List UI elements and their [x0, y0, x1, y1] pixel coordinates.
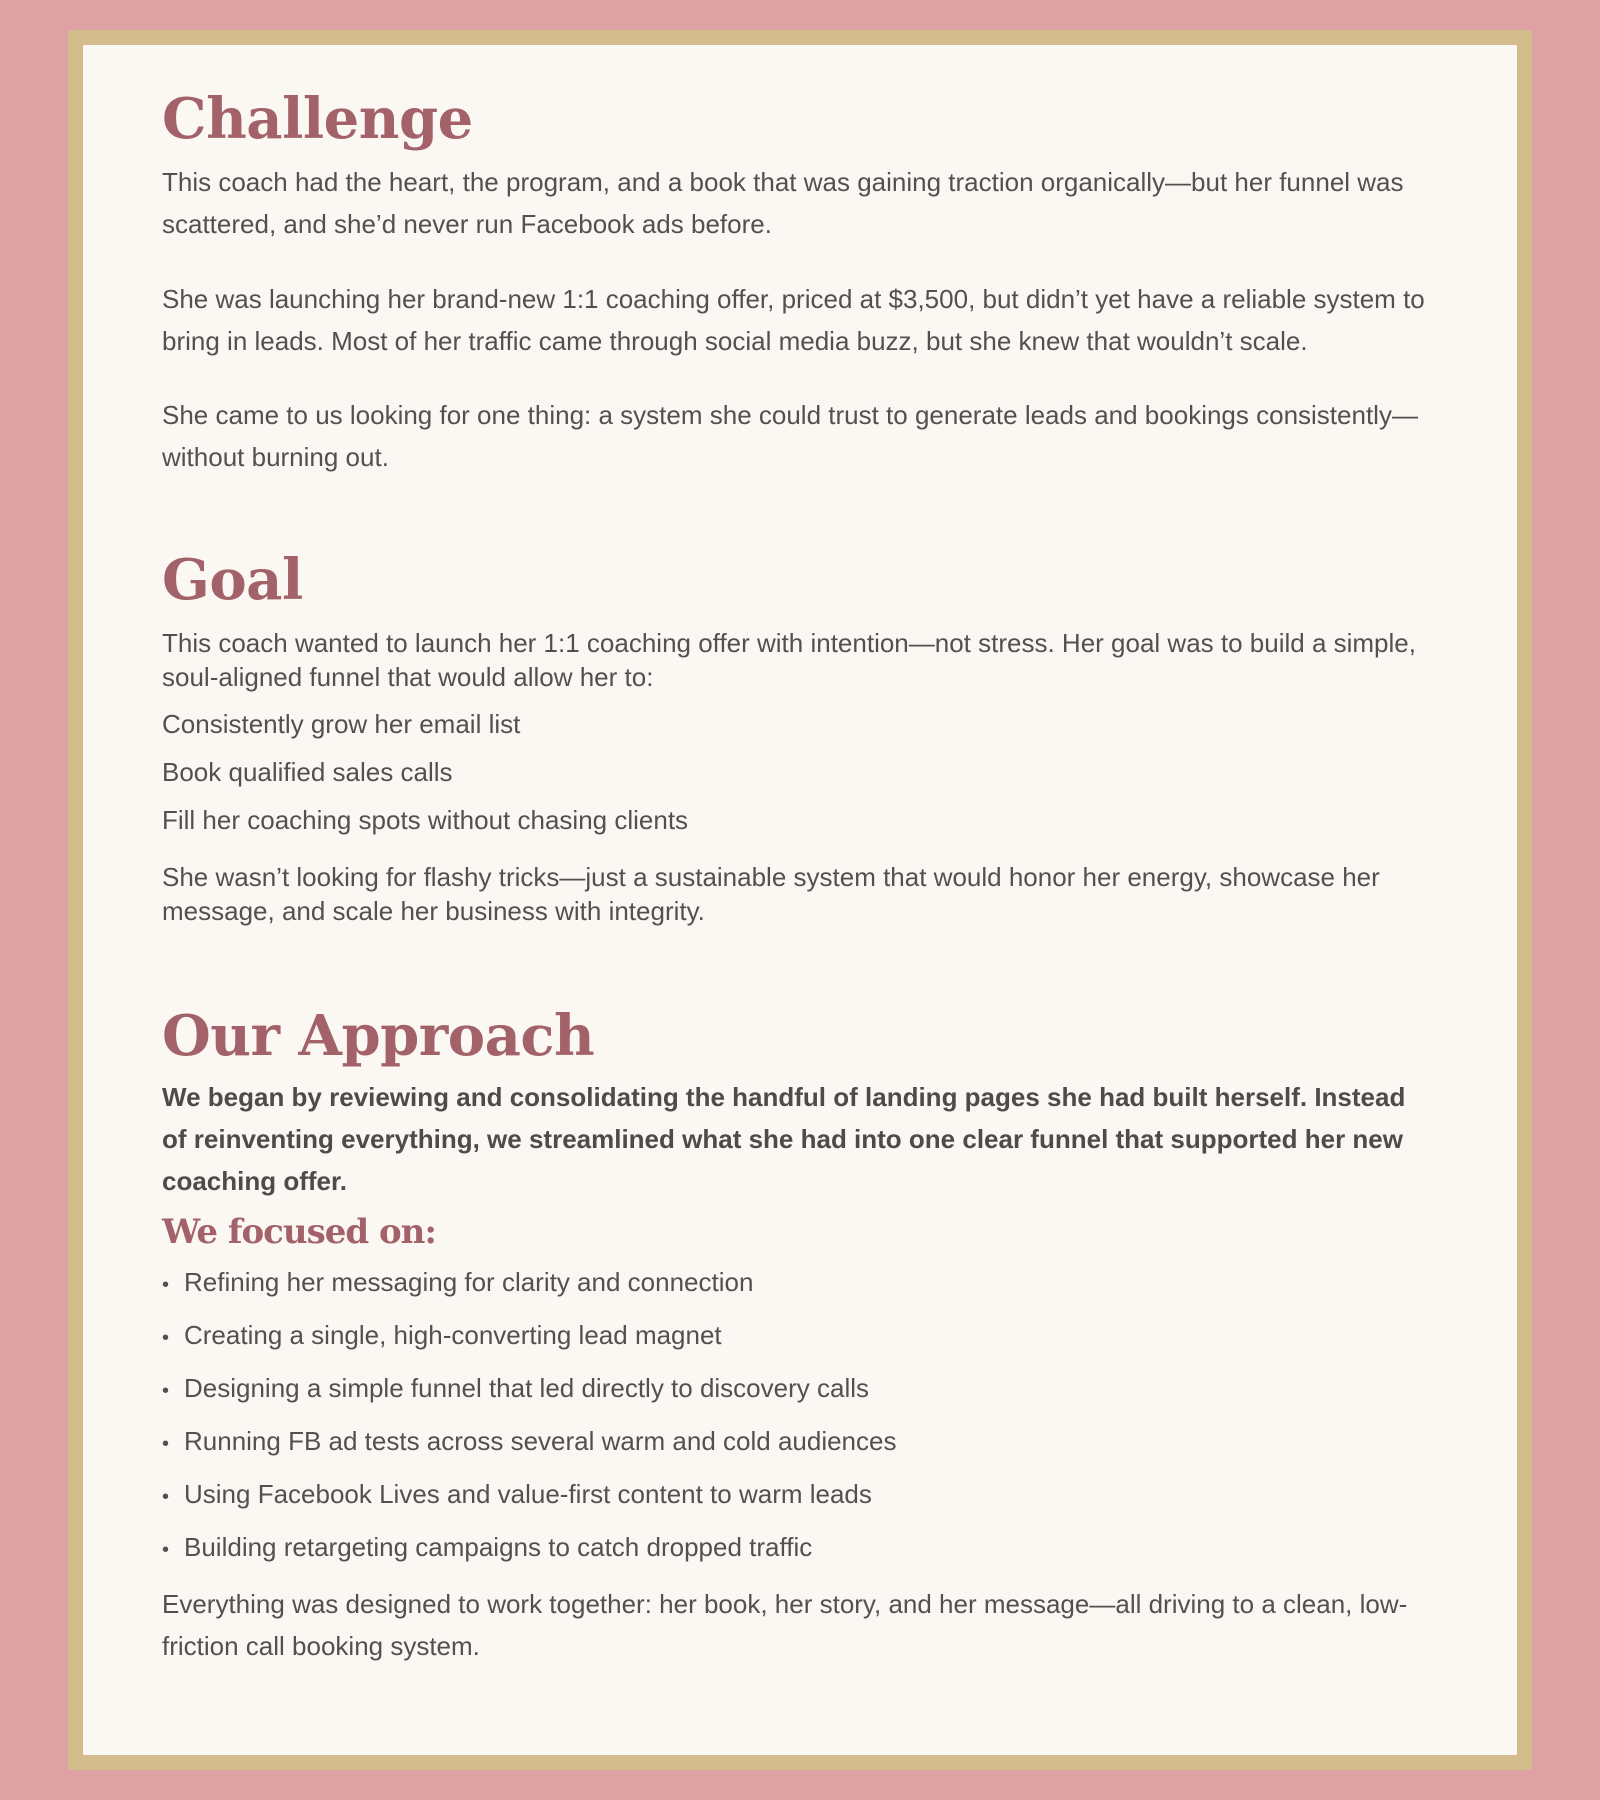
bullet-icon: • — [162, 1432, 170, 1455]
approach-closing: Everything was designed to work together: her book, her story, and her message—all driving to a clean, low-friction call booking system. — [162, 1588, 1408, 1661]
bullet-icon: • — [162, 1273, 170, 1296]
goal-heading: Goal — [162, 547, 303, 613]
list-item-text: Creating a single, high-converting lead magnet — [184, 1319, 722, 1350]
list-item — [162, 1477, 1437, 1514]
list-item — [162, 1424, 1437, 1461]
bullet-icon: • — [162, 1326, 170, 1349]
focus-subheading: We focused on: — [162, 1212, 436, 1252]
approach-section — [162, 1003, 1437, 1667]
approach-lead: We began by reviewing and consolidating the handful of landing pages she had built herself. Instead of reinventing everything, we streamlined what she had into one clear funnel that supported her new coaching offer. — [162, 1082, 1406, 1196]
card-frame — [68, 30, 1532, 1770]
bullet-icon: • — [162, 1485, 170, 1508]
goal-section — [162, 547, 1437, 928]
content-card — [83, 45, 1517, 1755]
bullet-icon: • — [162, 1538, 170, 1561]
goal-closing: She wasn’t looking for flashy tricks—just a sustainable system that would honor her energy, showcase her message, and scale her business with integrity. — [162, 862, 1380, 926]
challenge-heading: Challenge — [162, 86, 473, 152]
challenge-paragraph: She came to us looking for one thing: a system she could trust to generate leads and bookings consistently—without burning out. — [162, 400, 1418, 472]
focus-list — [162, 1265, 1437, 1567]
challenge-section — [162, 86, 1437, 478]
list-item — [162, 1318, 1437, 1355]
list-item — [162, 1530, 1437, 1567]
list-item-text: Refining her messaging for clarity and connection — [184, 1266, 754, 1297]
list-item-text: Building retargeting campaigns to catch dropped traffic — [184, 1531, 813, 1562]
bullet-icon: • — [162, 1379, 170, 1402]
goal-intro: This coach wanted to launch her 1:1 coaching offer with intention—not stress. Her goal was to build a simple, soul-aligned funnel that would allow her to: — [162, 628, 1416, 692]
list-item-text: Using Facebook Lives and value-first content to warm leads — [184, 1478, 872, 1509]
list-item — [162, 1265, 1437, 1302]
goal-list — [162, 707, 1437, 837]
list-item-text: Running FB ad tests across several warm and cold audiences — [184, 1425, 897, 1456]
goal-item: Book qualified sales calls — [162, 757, 453, 787]
challenge-paragraph: She was launching her brand-new 1:1 coaching offer, priced at $3,500, but didn’t yet have a reliable system to bring in leads. Most of her traffic came through social media buzz, but she knew that wouldn’t scale. — [162, 284, 1425, 356]
approach-heading: Our Approach — [162, 1003, 595, 1069]
list-item — [162, 1371, 1437, 1408]
list-item-text: Designing a simple funnel that led directly to discovery calls — [184, 1372, 870, 1403]
goal-item: Consistently grow her email list — [162, 709, 521, 739]
challenge-paragraph: This coach had the heart, the program, and a book that was gaining traction organically—but her funnel was scattered, and she’d never run Facebook ads before. — [162, 167, 1404, 239]
goal-item: Fill her coaching spots without chasing clients — [162, 805, 689, 835]
